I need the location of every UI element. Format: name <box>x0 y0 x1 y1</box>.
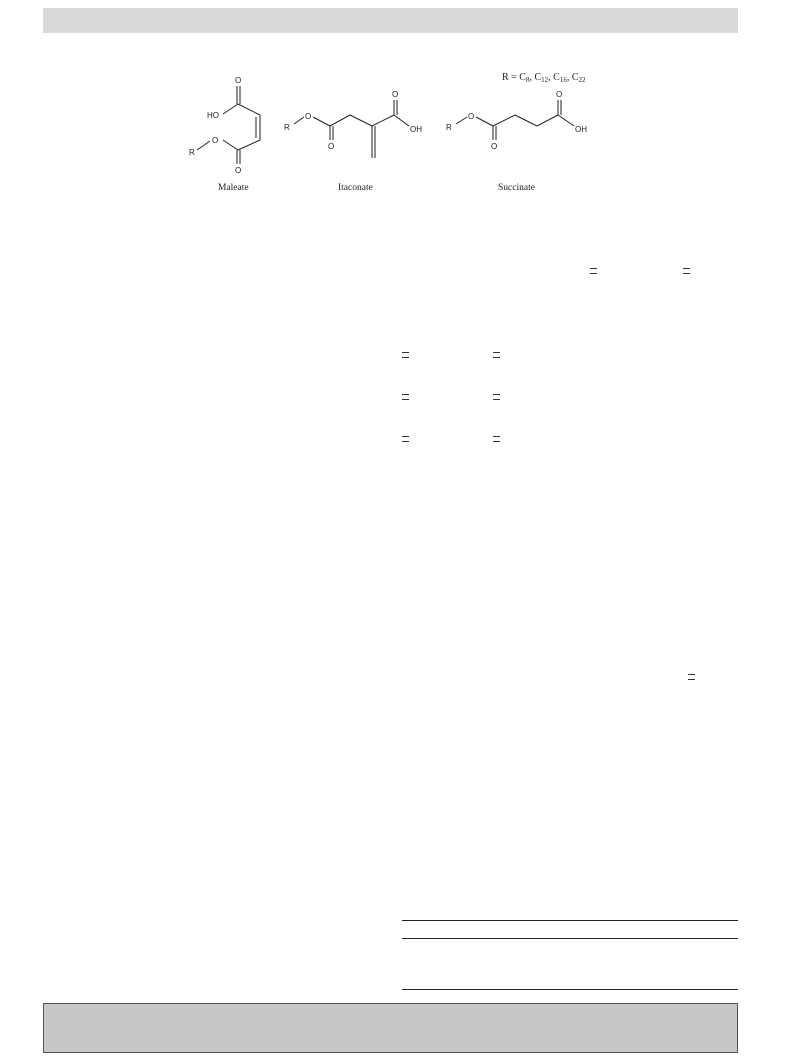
maleate-r-label: R <box>189 148 195 157</box>
r-group-definition: $R = C_8$, $C_{12}$, $C_{16}$, $C_{22}$ <box>502 72 586 84</box>
maleate-hydroxyl-label: HO <box>207 111 219 120</box>
chemical-structures-figure <box>180 60 620 210</box>
page-footer-bar <box>43 1003 738 1053</box>
equals-mark <box>493 436 500 442</box>
succinate-r-label: R <box>446 123 452 132</box>
maleate-top-oxygen-label: O <box>235 76 242 85</box>
succinate-acid-oxygen-label: O <box>556 90 563 99</box>
equals-mark <box>402 394 409 400</box>
table-top-rule <box>402 920 738 921</box>
structures-svg <box>180 60 620 210</box>
itaconate-caption: Itaconate <box>338 183 373 193</box>
equals-mark <box>590 268 597 274</box>
equals-mark <box>402 352 409 358</box>
maleate-bottom-oxygen-label: O <box>235 166 242 175</box>
equals-mark <box>683 268 690 274</box>
succinate-caption: Succinate <box>498 183 535 193</box>
table-bottom-rule <box>402 989 738 990</box>
itaconate-ester-oxygen-label: O <box>305 112 312 121</box>
itaconate-r-label: R <box>284 123 290 132</box>
succinate-ester-oxygen-label: O <box>468 112 475 121</box>
table-header-rule <box>402 938 738 939</box>
maleate-ester-oxygen-label: O <box>212 136 219 145</box>
itaconate-acid-oxygen-label: O <box>392 90 399 99</box>
succinate-carbonyl-oxygen-label: O <box>491 142 498 151</box>
equals-mark <box>493 352 500 358</box>
succinate-hydroxyl-label: OH <box>575 125 587 134</box>
itaconate-hydroxyl-label: OH <box>410 125 422 134</box>
page-header-bar <box>43 8 738 33</box>
maleate-caption: Maleate <box>218 183 249 193</box>
equals-mark <box>493 394 500 400</box>
itaconate-carbonyl-oxygen-label: O <box>328 142 335 151</box>
equals-mark <box>402 436 409 442</box>
equals-mark <box>688 674 695 680</box>
